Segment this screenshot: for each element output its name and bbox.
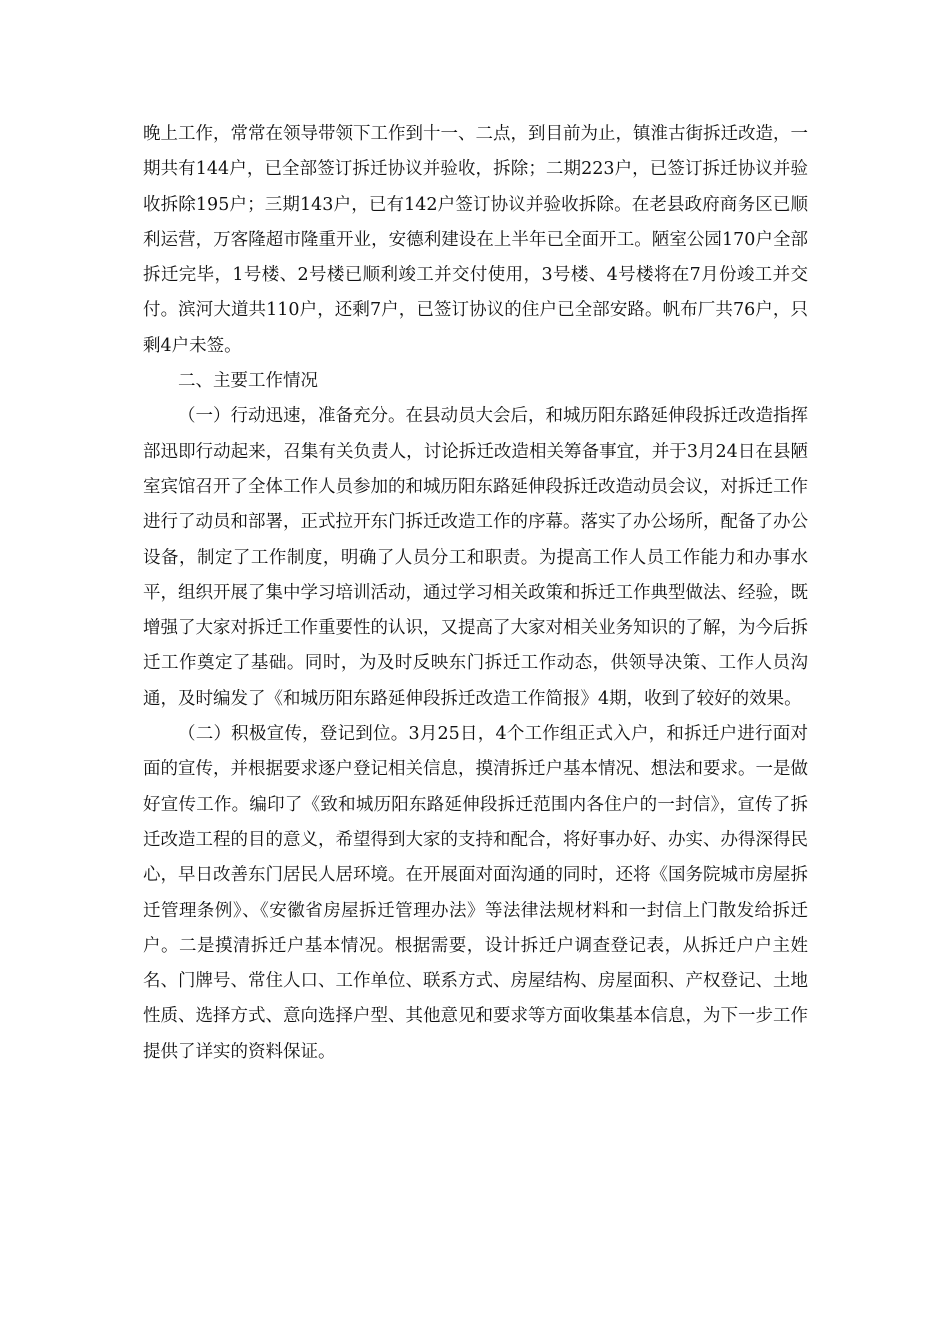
document-page (143, 117, 808, 1070)
paragraph-action-preparation: （一）行动迅速，准备充分。在县动员大会后，和城历阳东路延伸段拆迁改造指挥部迅即行动起来，召集有关负责人，讨论拆迁改造相关筹备事宜，并于3月24日在县陋室宾馆召开了全体工作人员参加的和城历阳东路延伸段拆迁改造动员会议，对拆迁工作进行了动员和部署，正式拉开东门拆迁改造工作的序幕。落实了办公场所，配备了办公设备，制定了工作制度，明确了人员分工和职责。为提高工作人员工作能力和办事水平，组织开展了集中学习培训活动，通过学习相关政策和拆迁工作典型做法、经验，既增强了大家对拆迁工作重要性的认识，又提高了大家对相关业务知识的了解，为今后拆迁工作奠定了基础。同时，为及时反映东门拆迁工作动态，供领导决策、工作人员沟通，及时编发了《和城历阳东路延伸段拆迁改造工作简报》4期，收到了较好的效果。 (143, 406, 808, 709)
section-heading: 二、主要工作情况 (178, 371, 318, 392)
paragraph-publicity-registration: （二）积极宣传，登记到位。3月25日，4个工作组正式入户，和拆迁户进行面对面的宣传，并根据要求逐户登记相关信息，摸清拆迁户基本情况、想法和要求。一是做好宣传工作。编印了《致和城历阳东路延伸段拆迁范围内各住户的一封信》，宣传了拆迁改造工程的目的意义，希望得到大家的支持和配合，将好事办好、办实、办得深得民心，早日改善东门居民人居环境。在开展面对面沟通的同时，还将《国务院城市房屋拆迁管理条例》、《安徽省房屋拆迁管理办法》等法律法规材料和一封信上门散发给拆迁户。二是摸清拆迁户基本情况。根据需要，设计拆迁户调查登记表，从拆迁户户主姓名、门牌号、常住人口、工作单位、联系方式、房屋结构、房屋面积、产权登记、土地性质、选择方式、意向选择户型、其他意见和要求等方面收集基本信息，为下一步工作提供了详实的资料保证。 (143, 724, 808, 1062)
continuation-paragraph: 晚上工作，常常在领导带领下工作到十一、二点，到目前为止，镇淮古街拆迁改造，一期共有144户，已全部签订拆迁协议并验收，拆除；二期223户，已签订拆迁协议并验收拆除195户；三期143户，已有142户签订协议并验收拆除。在老县政府商务区已顺利运营，万客隆超市隆重开业，安德利建设在上半年已全面开工。陋室公园170户全部拆迁完毕，1号楼、2号楼已顺利竣工并交付使用，3号楼、4号楼将在7月份竣工并交付。滨河大道共110户，还剩7户，已签订协议的住户已全部安路。帆布厂共76户，只剩4户未签。 (143, 124, 808, 356)
